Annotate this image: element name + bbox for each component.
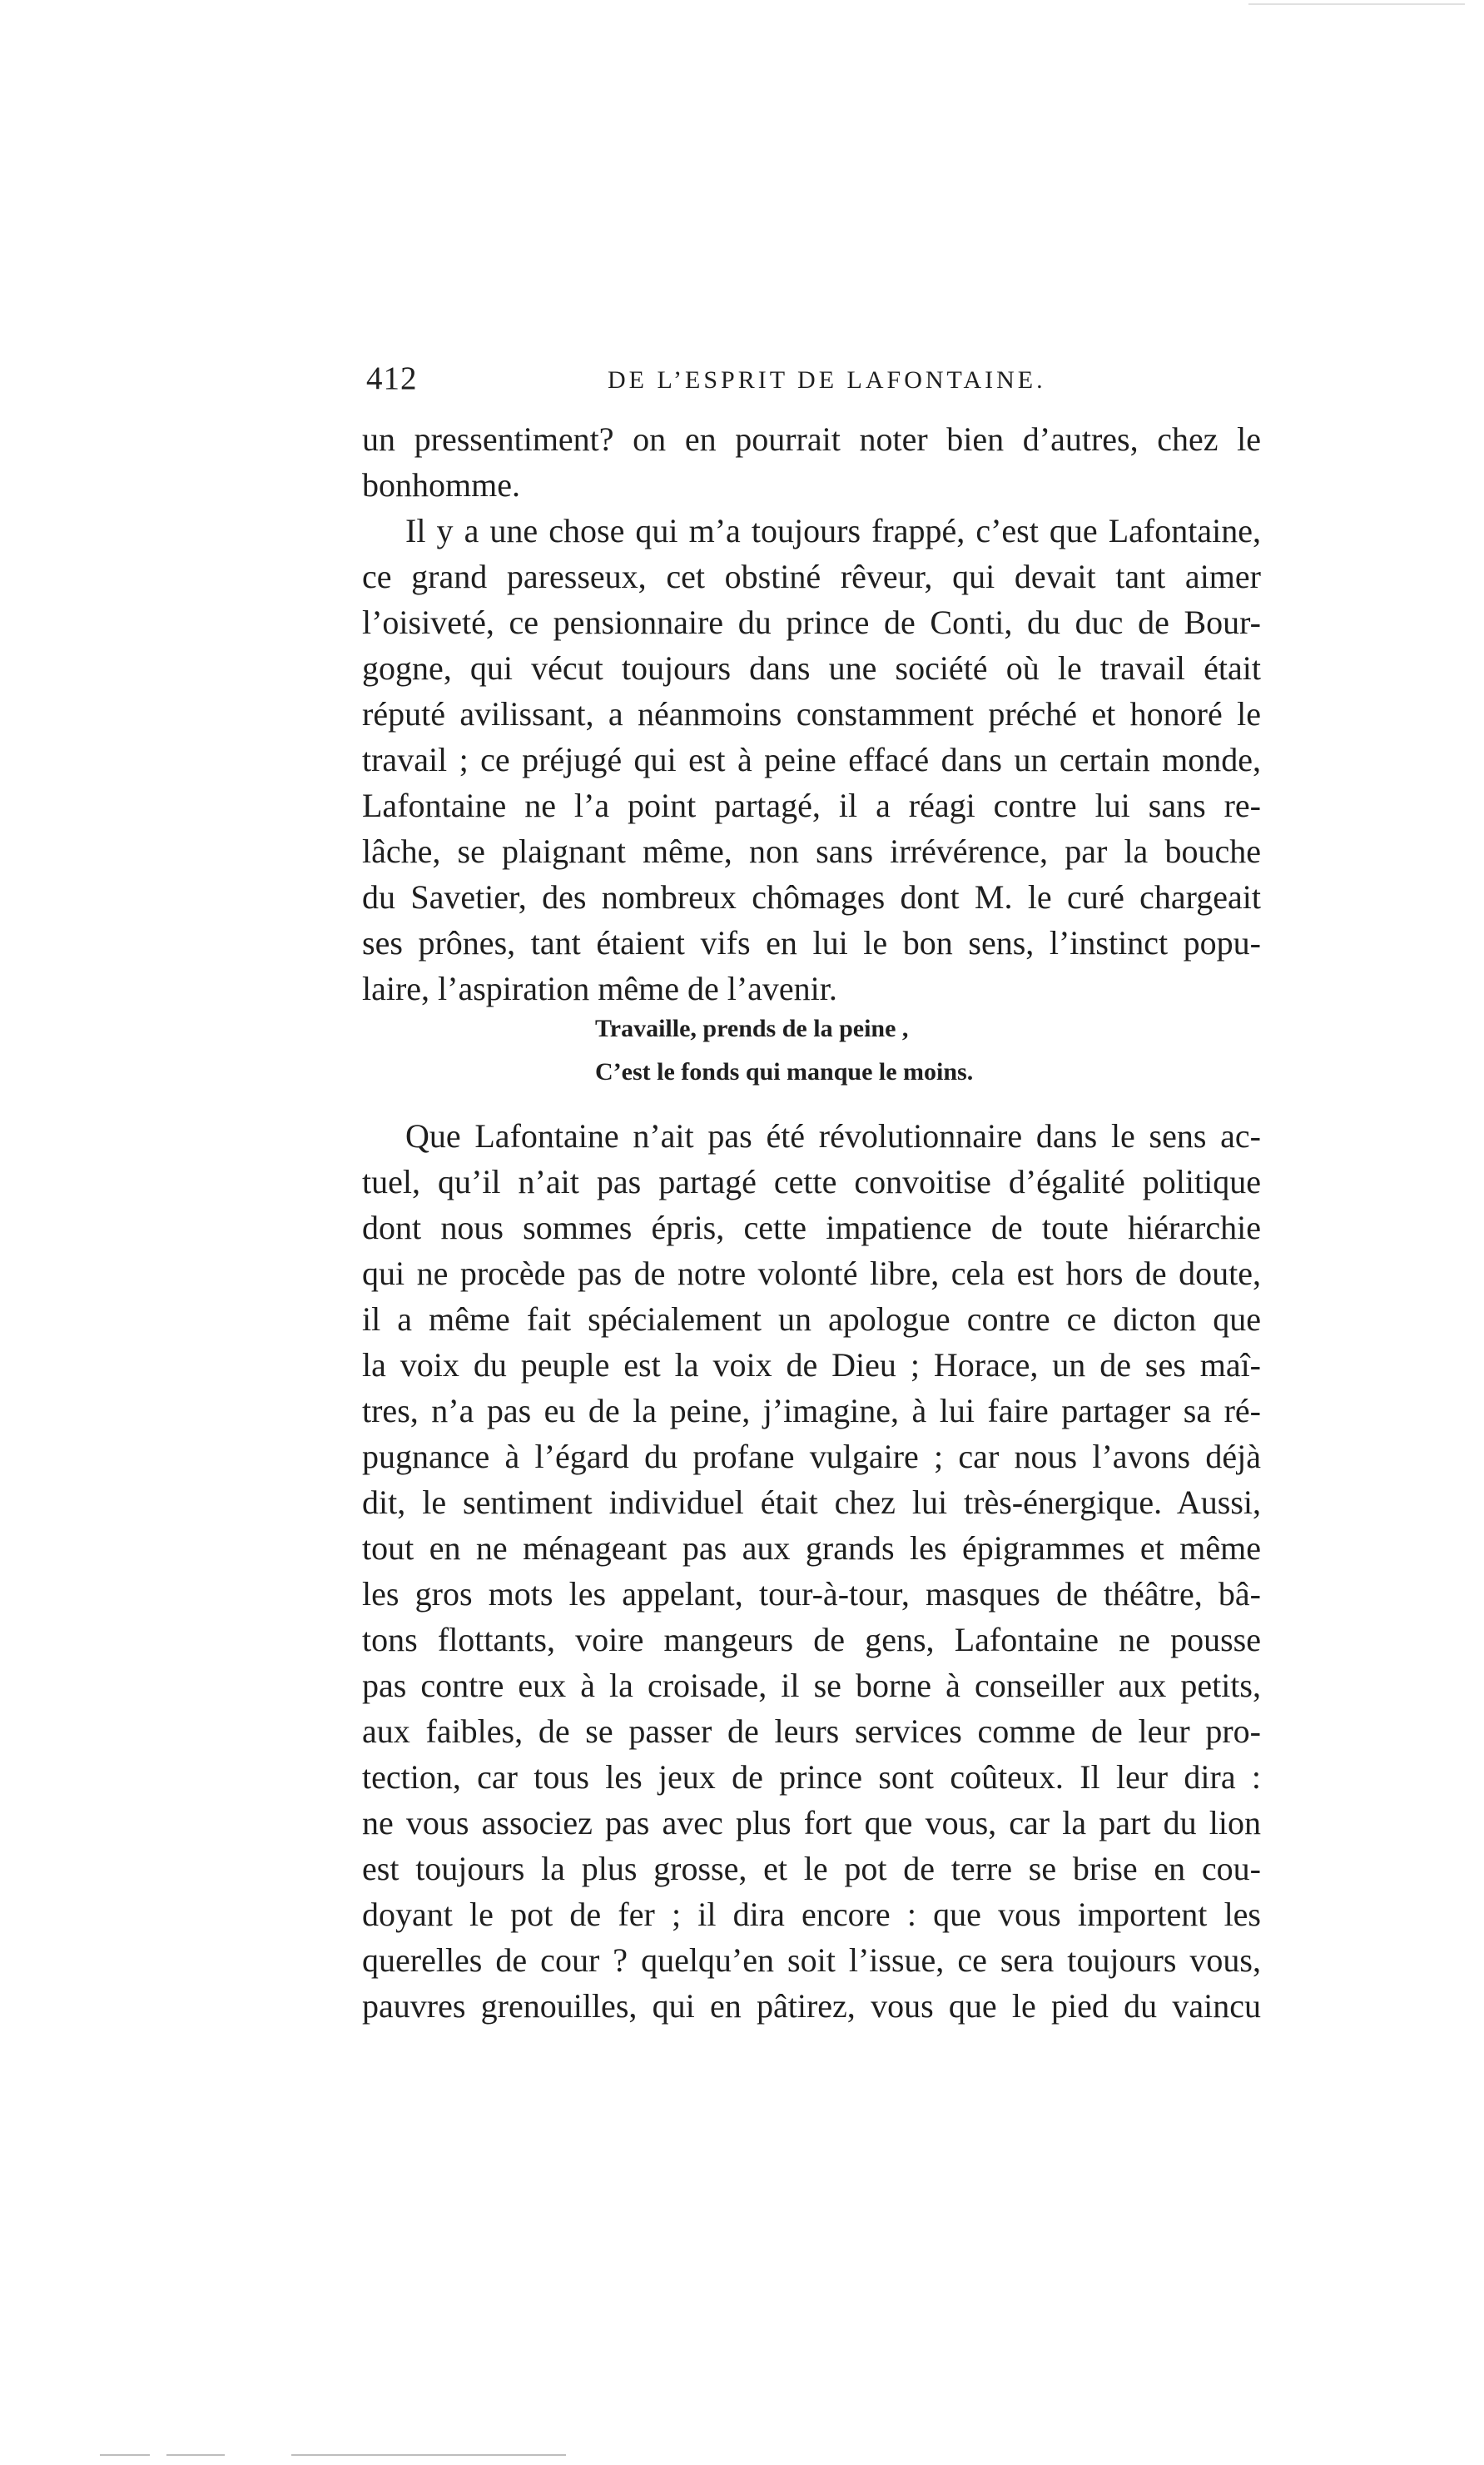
text-line: tons flottants, voire mangeurs de gens, Lafontaine ne pousse [362, 1621, 1261, 1658]
text-line: la voix du peuple est la voix de Dieu ; Horace, un de ses maî- [362, 1346, 1261, 1384]
scan-edge-mark [100, 2454, 150, 2456]
verse-line: Travaille, prends de la peine , [595, 1015, 909, 1042]
text-line: l’oisiveté, ce pensionnaire du prince de Conti, du duc de Bour- [362, 604, 1261, 641]
text-line: ce grand paresseux, cet obstiné rêveur, qui devait tant aimer [362, 558, 1261, 595]
text-line: il a même fait spécialement un apologue contre ce dicton que [362, 1300, 1261, 1338]
text-line: doyant le pot de fer ; il dira encore : que vous importent les [362, 1896, 1261, 1933]
text-line: pugnance à l’égard du profane vulgaire ; car nous l’avons déjà [362, 1438, 1261, 1475]
text-line: Lafontaine ne l’a point partagé, il a réagi contre lui sans re- [362, 787, 1261, 824]
page-number: 412 [366, 360, 418, 396]
text-line: est toujours la plus grosse, et le pot de terre se brise en cou- [362, 1850, 1261, 1887]
text-line: gogne, qui vécut toujours dans une société où le travail était [362, 649, 1261, 687]
text-line: bonhomme. [362, 466, 520, 504]
text-line: réputé avilissant, a néanmoins constamment préché et honoré le [362, 695, 1261, 733]
running-title: DE L’ESPRIT DE LAFONTAINE. [608, 366, 1046, 394]
text-line: tout en ne ménageant pas aux grands les épigrammes et même [362, 1529, 1261, 1567]
scan-edge-mark [166, 2454, 225, 2456]
text-line: tection, car tous les jeux de prince sont coûteux. Il leur dira : [362, 1758, 1261, 1796]
paragraph-continuation [362, 416, 1261, 1011]
text-line: qui ne procède pas de notre volonté libre, cela est hors de doute, [362, 1255, 1261, 1292]
page-header [366, 360, 1261, 401]
text-line: Que Lafontaine n’ait pas été révolutionnaire dans le sens ac- [405, 1117, 1261, 1155]
text-line: tuel, qu’il n’ait pas partagé cette convoitise d’égalité politique [362, 1163, 1261, 1200]
verse-line: C’est le fonds qui manque le moins. [595, 1058, 974, 1086]
text-line: un pressentiment? on en pourrait noter bien d’autres, chez le [362, 420, 1261, 458]
text-line: ne vous associez pas avec plus fort que vous, car la part du lion [362, 1804, 1261, 1841]
text-line: querelles de cour ? quelqu’en soit l’issue, ce sera toujours vous, [362, 1941, 1261, 1979]
scan-edge-mark [1248, 3, 1465, 5]
text-line: du Savetier, des nombreux chômages dont M. le curé chargeait [362, 878, 1261, 916]
text-line: aux faibles, de se passer de leurs services comme de leur pro- [362, 1712, 1261, 1750]
text-line: pauvres grenouilles, qui en pâtirez, vous que le pied du vaincu [362, 1987, 1261, 2025]
text-line: travail ; ce préjugé qui est à peine effacé dans un certain monde, [362, 741, 1261, 778]
text-line: pas contre eux à la croisade, il se borne à conseiller aux petits, [362, 1667, 1261, 1704]
text-line: Il y a une chose qui m’a toujours frappé, c’est que Lafontaine, [405, 512, 1261, 549]
text-line: dont nous sommes épris, cette impatience de toute hiérarchie [362, 1209, 1261, 1246]
text-line: tres, n’a pas eu de la peine, j’imagine, à lui faire partager sa ré- [362, 1392, 1261, 1429]
paragraph-main [362, 1113, 1261, 2029]
text-line: les gros mots les appelant, tour-à-tour, masques de théâtre, bâ- [362, 1575, 1261, 1613]
text-line: laire, l’aspiration même de l’avenir. [362, 970, 837, 1007]
verse-quote [595, 1007, 1094, 1094]
text-line: ses prônes, tant étaient vifs en lui le bon sens, l’instinct popu- [362, 924, 1261, 962]
scan-edge-mark [291, 2454, 566, 2456]
text-line: dit, le sentiment individuel était chez lui très-énergique. Aussi, [362, 1483, 1261, 1521]
text-line: lâche, se plaignant même, non sans irrévérence, par la bouche [362, 832, 1261, 870]
